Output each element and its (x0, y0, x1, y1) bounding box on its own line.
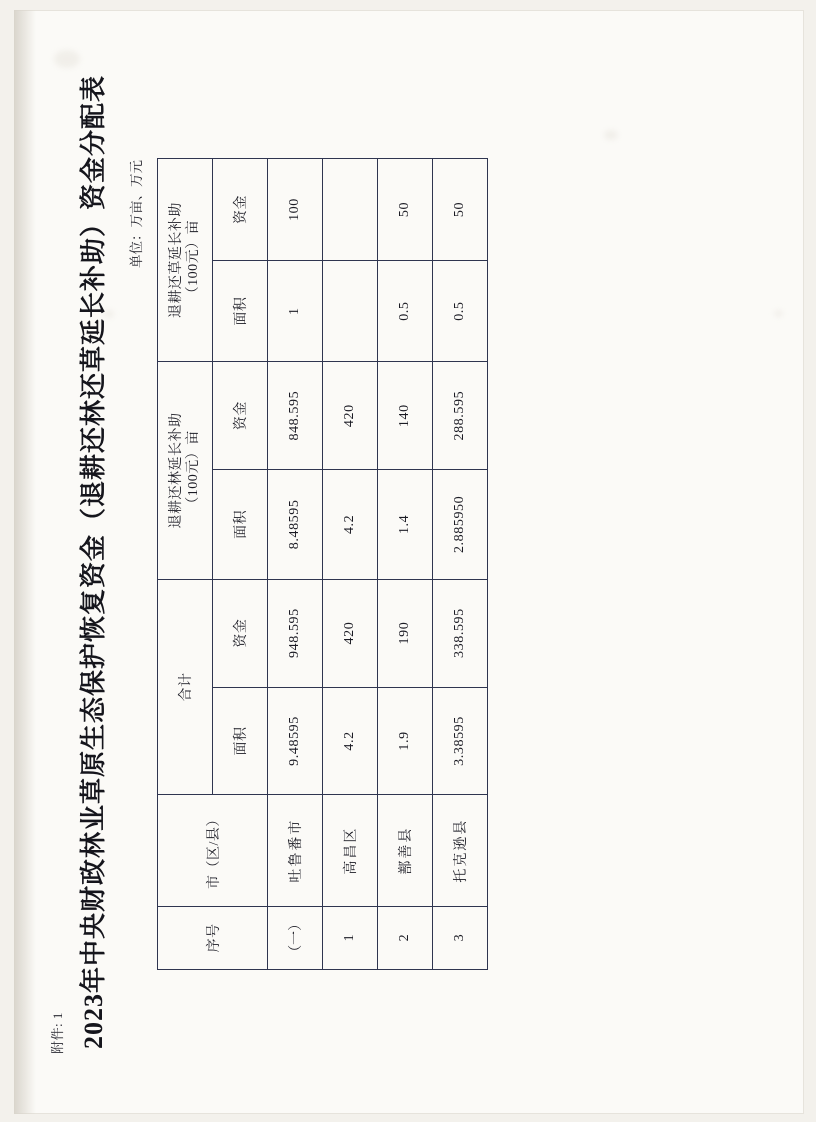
header-forest-funds: 资金 (213, 362, 268, 470)
header-grass-group (158, 159, 213, 362)
cell-grass-area: 1 (268, 261, 323, 362)
header-total-group: 合计 (158, 579, 213, 795)
cell-index: 2 (378, 906, 433, 969)
cell-grass-funds: 100 (268, 159, 323, 261)
cell-forest-area: 4.2 (323, 470, 378, 580)
cell-forest-area: 1.4 (378, 470, 433, 580)
cell-grass-funds: 50 (378, 159, 433, 261)
header-grass-group-line1: 退耕还草延长补助 (168, 202, 184, 319)
cell-city: 高昌区 (323, 795, 378, 906)
unit-note: 单位：万亩、万元 (129, 160, 144, 268)
table-row (378, 159, 433, 970)
attachment-label: 附件: 1 (50, 1012, 65, 1054)
cell-total-funds: 190 (378, 579, 433, 687)
header-index: 序号 (158, 906, 268, 969)
cell-total-area: 4.2 (323, 687, 378, 795)
cell-forest-funds: 848.595 (268, 362, 323, 470)
paper-sheet (14, 10, 804, 1114)
cell-city: 鄯善县 (378, 795, 433, 906)
cell-forest-area: 8.48595 (268, 470, 323, 580)
cell-forest-funds: 420 (323, 362, 378, 470)
header-forest-area: 面积 (213, 470, 268, 580)
cell-total-funds: 338.595 (433, 579, 488, 687)
header-forest-group (158, 362, 213, 579)
page-title: 2023年中央财政林业草原生态保护恢复资金（退耕还林还草延长补助）资金分配表 (79, 75, 108, 1050)
header-grass-area: 面积 (213, 261, 268, 362)
cell-city: 吐鲁番市 (268, 795, 323, 906)
header-forest-group-line2: （100元）亩 (186, 430, 201, 511)
table-row (323, 159, 378, 970)
cell-index: 3 (433, 906, 488, 969)
cell-total-funds: 420 (323, 579, 378, 687)
header-grass-funds: 资金 (213, 159, 268, 261)
cell-total-area: 3.38595 (433, 687, 488, 795)
allocation-table (157, 158, 488, 970)
header-forest-group-line1: 退耕还林延长补助 (168, 412, 184, 529)
cell-index: 1 (323, 906, 378, 969)
header-total-area: 面积 (213, 687, 268, 795)
cell-index: （一） (268, 906, 323, 969)
cell-total-funds: 948.595 (268, 579, 323, 687)
landscape-content (29, 32, 789, 1092)
allocation-table-wrapper (157, 158, 488, 970)
cell-forest-funds: 288.595 (433, 362, 488, 470)
cell-city: 托克逊县 (433, 795, 488, 906)
cell-grass-funds: 50 (433, 159, 488, 261)
cell-grass-funds (323, 159, 378, 261)
table-row (268, 159, 323, 970)
table-header-row-1 (158, 159, 213, 970)
header-city: 市（区/县） (158, 795, 268, 906)
header-grass-group-line2: （100元）亩 (186, 219, 201, 301)
table-row (433, 159, 488, 970)
cell-total-area: 1.9 (378, 687, 433, 795)
cell-grass-area: 0.5 (378, 261, 433, 362)
cell-grass-area: 0.5 (433, 261, 488, 362)
cell-total-area: 9.48595 (268, 687, 323, 795)
cell-forest-funds: 140 (378, 362, 433, 470)
cell-forest-area: 2.885950 (433, 470, 488, 580)
cell-grass-area (323, 261, 378, 362)
header-total-funds: 资金 (213, 579, 268, 687)
